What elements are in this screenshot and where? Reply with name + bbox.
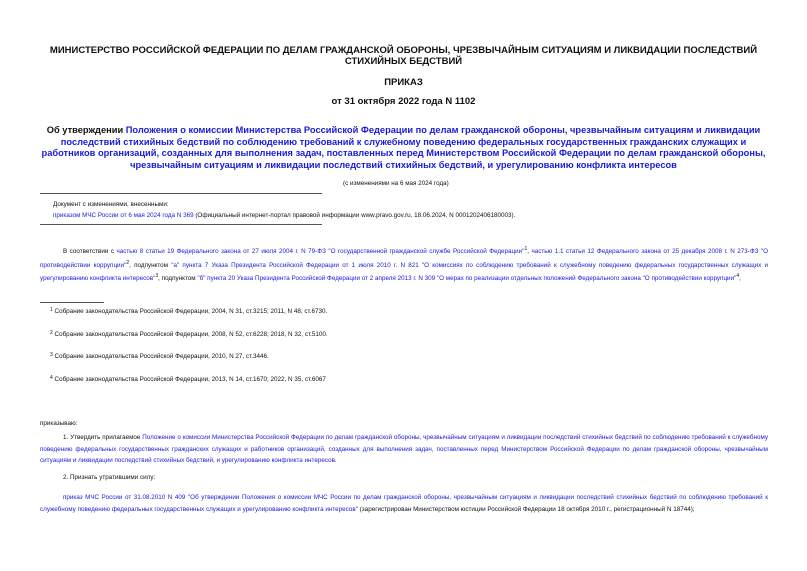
footnote-divider [40,302,104,303]
preamble-link-273fz[interactable]: частью 1.1 статьи 12 Федерального закона от 25 декабря 2008 г. N 273-ФЗ "О противодействии коррупции" [40,248,769,269]
title-link[interactable]: Положения о комиссии Министерства Российской Федерации по делам гражданской обороны, чрезвычайным ситуациям и ликвидации последствий стихийных бедствий по соблюдению требований к служебному поведению федеральных государственных гражданских служащих и работников организаций, созданных для выполнения задач, поставленных перед Министерством Российской Федерации по делам гражданской обороны, чрезвычайным ситуациям и ликвидации последствий стихийных бедствий, и урегулированию конфликта интересов [41,125,766,170]
ministry-heading: МИНИСТЕРСТВО РОССИЙСКОЙ ФЕДЕРАЦИИ ПО ДЕЛАМ ГРАЖДАНСКОЙ ОБОРОНЫ, ЧРЕЗВЫЧАЙНЫМ СИТУАЦИЯМ И ЛИКВИДАЦИИ ПОСЛЕДСТВИЙ СТИХИЙНЫХ БЕДСТВИЙ [49,45,758,67]
doc-changes [53,199,515,221]
preamble-link-ukaz-309[interactable]: "б" пункта 20 Указа Президента Российской Федерации от 2 апреля 2013 г. N 309 "О мерах по реализации отдельных положений Федерального закона "О противодействии коррупции" [197,275,737,283]
divider-top [40,193,322,194]
order-word: приказываю: [40,420,78,427]
changes-note: (с изменениями на 6 мая 2024 года) [343,180,449,187]
doc-changes-line [53,210,515,221]
item-1-link[interactable]: Положение о комиссии Министерства Российской Федерации по делам гражданской обороны, чрезвычайным ситуациям и ликвидации последствий стихийных бедствий по соблюдению требований к служебному поведению федеральных государственных гражданских служащих и работников организаций, созданных для выполнения задач, поставленных перед Министерством Российской Федерации по делам гражданской обороны, чрезвычайным ситуациям и ликвидации последствий стихийных бедствий, и урегулированию конфликта интересов [40,434,768,464]
item-2a-paragraph: приказ МЧС России от 31.08.2010 N 409 "Об утверждении Положения о комиссии МЧС России по делам гражданской обороны, чрезвычайным ситуациям и ликвидации последствий стихийных бедствий по соблюдению требований к служебному поведению федеральных государственных служащих и урегулированию конфликта интересов" (зарегистрирован Министерством юстиции Российской Федерации 18 октября 2010 г., регистрационный N 18744); [40,494,768,513]
footnote-1: $^1$ Собрание законодательства Российской Федерации, 2004, N 31, ст.3215; 2011, N 48, ст.6730. [50,307,328,315]
item-2-heading: 2. Признать утратившими силу: [63,474,156,481]
item-1-paragraph: 1. Утвердить прилагаемое Положение о комиссии Министерства Российской Федерации по делам гражданской обороны, чрезвычайным ситуациям и ликвидации последствий стихийных бедствий по соблюдению требований к служебному поведению федеральных государственных гражданских служащих и работников организаций, созданных для выполнения задач, поставленных перед Министерством Российской Федерации по делам гражданской обороны, чрезвычайным ситуациям и ликвидации последствий стихийных бедствий, и урегулированию конфликта интересов. [40,434,768,464]
document-title [40,125,767,171]
document-date-number: от 31 октября 2022 года N 1102 [331,96,476,107]
preamble-link-ukaz-821[interactable]: "а" пункта 7 Указа Президента Российской Федерации от 1 июля 2010 г. N 821 "О комиссиях по соблюдению требований к служебному поведению федеральных государственных служащих и урегулированию конфликта интересов" [40,261,769,283]
amendment-source: (Официальный интернет-портал правовой информации www.pravo.gov.ru, 18.06.2024, N 0001202406180003). [193,212,516,219]
item-2a-link[interactable]: приказ МЧС России от 31.08.2010 N 409 "Об утверждении Положения о комиссии МЧС России по делам гражданской обороны, чрезвычайным ситуациям и ликвидации последствий стихийных бедствий по соблюдению требований к служебному поведению федеральных государственных служащих и урегулированию конфликта интересов" [40,494,768,513]
footnote-3: $^3$ Собрание законодательства Российской Федерации, 2010, N 27, ст.3446. [50,352,269,360]
document-type: ПРИКАЗ [384,77,423,88]
preamble-paragraph: В соответствии с частью 8 статьи 19 Федерального закона от 27 июля 2004 г. N 79-ФЗ "О государственной гражданской службе Российской Федерации"$^1$, частью 1.1 статьи 12 Федерального закона от 25 декабря 2008 г. N 273-ФЗ "О противодействии коррупции"$^2$, подпунктом "а" пункта 7 Указа Президента Российской Федерации от 1 июля 2010 г. N 821 "О комиссиях по соблюдению требований к служебному поведению федеральных государственных служащих и урегулированию конфликта интересов"$^3$, подпунктом "б" пункта 20 Указа Президента Российской Федерации от 2 апреля 2013 г. N 309 "О мерах по реализации отдельных положений Федерального закона "О противодействии коррупции"$^4$, [40,246,769,283]
footnote-4: $^4$ Собрание законодательства Российской Федерации, 2013, N 14, ст.1670; 2022, N 35, ст.6067 [50,375,326,383]
amendment-link[interactable]: приказом МЧС России от 6 мая 2024 года N 369 [53,212,194,219]
preamble-link-79fz[interactable]: частью 8 статьи 19 Федерального закона от 27 июля 2004 г. N 79-ФЗ "О государственной гражданской службе Российской Федерации" [116,248,525,256]
footnote-2: $^2$ Собрание законодательства Российской Федерации, 2008, N 52, ст.6228; 2018, N 32, ст.5100. [50,330,328,338]
doc-changes-label: Документ с изменениями, внесенными: [53,201,169,208]
divider-bottom [40,224,322,225]
title-prefix: Об утверждении [46,125,126,135]
